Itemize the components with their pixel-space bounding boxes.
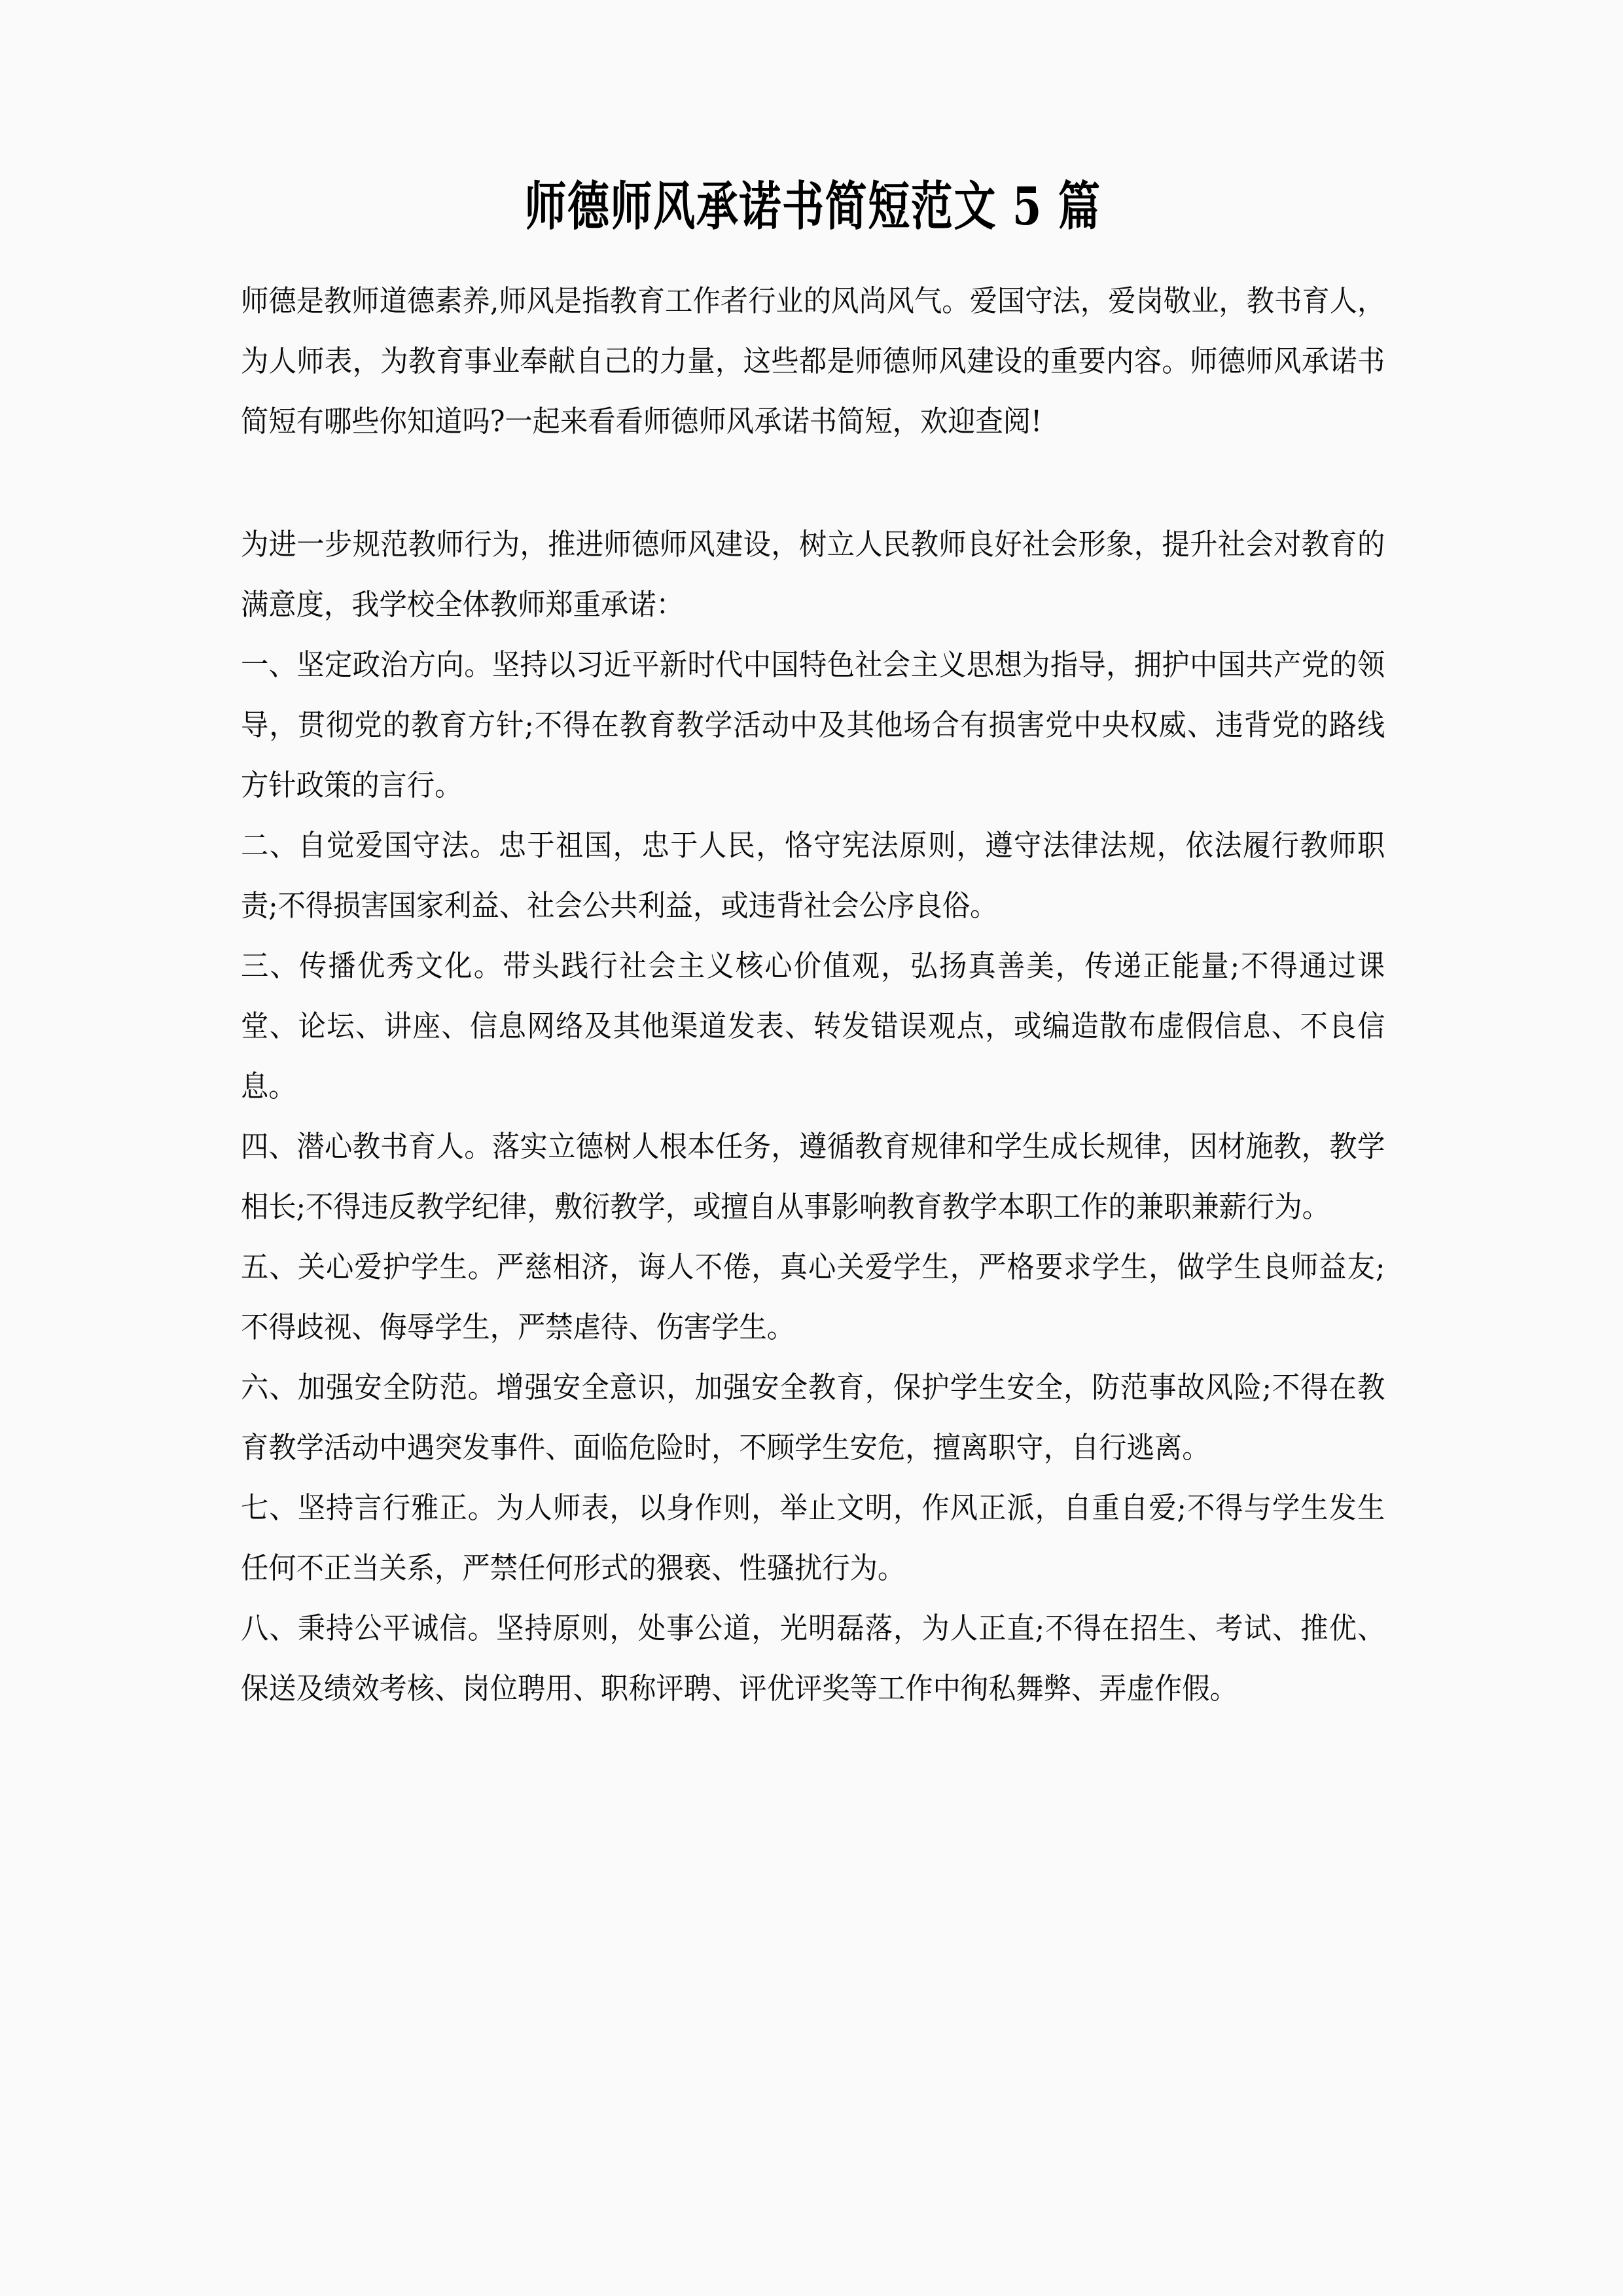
commitment-item-3: 三、传播优秀文化。带头践行社会主义核心价值观，弘扬真善美，传递正能量;不得通过课堂、论坛、讲座、信息网络及其他渠道发表、转发错误观点，或编造散布虚假信息、不良信息。	[241, 948, 1385, 1104]
commitment-item-1: 一、坚定政治方向。坚持以习近平新时代中国特色社会主义思想为指导，拥护中国共产党的领导，贯彻党的教育方针;不得在教育教学活动中及其他场合有损害党中央权威、违背党的路线方针政策的言行。	[241, 647, 1385, 803]
commitment-item-8: 八、秉持公平诚信。坚持原则，处事公道，光明磊落，为人正直;不得在招生、考试、推优、保送及绩效考核、岗位聘用、职称评聘、评优评奖等工作中徇私舞弊、弄虚作假。	[241, 1611, 1385, 1706]
intro-paragraph: 师德是教师道德素养,师风是指教育工作者行业的风尚风气。爱国守法，爱岗敬业，教书育人，为人师表，为教育事业奉献自己的力量，这些都是师德师风建设的重要内容。师德师风承诺书简短有哪些你知道吗?一起来看看师德师风承诺书简短，欢迎查阅!	[241, 283, 1385, 439]
commitment-item-4: 四、潜心教书育人。落实立德树人根本任务，遵循教育规律和学生成长规律，因材施教，教学相长;不得违反教学纪律，敷衍教学，或擅自从事影响教育教学本职工作的兼职兼薪行为。	[241, 1129, 1385, 1225]
paragraph-spacer	[241, 452, 1385, 514]
commitment-item-7: 七、坚持言行雅正。为人师表，以身作则，举止文明，作风正派，自重自爱;不得与学生发生任何不正当关系，严禁任何形式的猥亵、性骚扰行为。	[241, 1490, 1385, 1586]
commitment-item-5: 五、关心爱护学生。严慈相济，诲人不倦，真心关爱学生，严格要求学生，做学生良师益友;不得歧视、侮辱学生，严禁虐待、伤害学生。	[241, 1249, 1385, 1345]
preamble-paragraph: 为进一步规范教师行为，推进师德师风建设，树立人民教师良好社会形象，提升社会对教育的满意度，我学校全体教师郑重承诺：	[241, 527, 1385, 622]
document-content	[241, 0, 1385, 1719]
commitment-item-2: 二、自觉爱国守法。忠于祖国，忠于人民，恪守宪法原则，遵守法律法规，依法履行教师职责;不得损害国家利益、社会公共利益，或违背社会公序良俗。	[241, 828, 1385, 924]
page-title: 师德师风承诺书简短范文 5 篇	[524, 175, 1101, 237]
commitment-item-6: 六、加强安全防范。增强安全意识，加强安全教育，保护学生安全，防范事故风险;不得在教育教学活动中遇突发事件、面临危险时，不顾学生安危，擅离职守，自行逃离。	[241, 1370, 1385, 1465]
